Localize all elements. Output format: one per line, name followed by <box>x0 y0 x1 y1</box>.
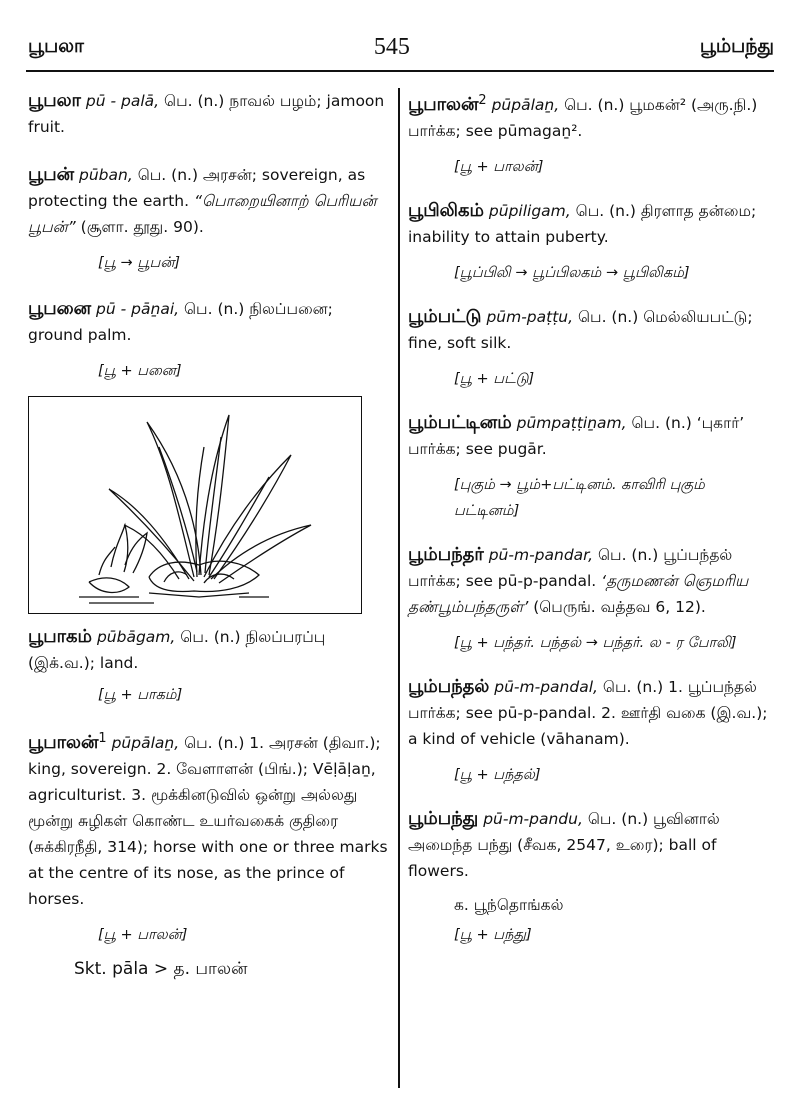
entry-derivation: [பூ + பந்தர். பந்தல் → பந்தர். ல - ர போலி] <box>454 635 737 652</box>
entry-definition: பெ. (n.) அரசன்; sovereign, as protecting the earth. <box>28 166 366 210</box>
entry-definition: பெ. (n.) நிலப்பரப்பு (இக்.வ.); land. <box>28 628 326 672</box>
entry-derivation: [பூ + பனை] <box>98 363 182 379</box>
entry-superscript: 2 <box>478 93 487 108</box>
entry-definition: பெ. (n.) ‘புகார்’ பார்க்க; see pugār. <box>408 414 745 459</box>
plant-illustration <box>28 396 362 614</box>
entry-quote: “பொறையினாற் பெரியன் பூபன்” <box>28 192 377 236</box>
header-right-headword: பூம்பந்து <box>699 34 774 57</box>
dictionary-entry <box>28 726 390 982</box>
header-rule <box>26 70 774 72</box>
entry-transliteration: pūmpaṭṭiṉam, <box>516 414 627 433</box>
dictionary-entry <box>408 674 770 788</box>
entry-text <box>28 162 390 240</box>
entry-text <box>408 806 770 884</box>
column-divider <box>398 88 400 1088</box>
entry-transliteration: pūpālaṉ, <box>111 734 180 753</box>
dictionary-entry <box>408 88 770 180</box>
entry-transliteration: pūban, <box>79 166 133 184</box>
entry-derivation: [பூ + பாலன்] <box>98 927 188 944</box>
entry-definition: பெ. (n.) பூப்பந்தல் பார்க்க; see pū-p-pandal. <box>408 546 733 591</box>
entry-transliteration: pū-m-pandal, <box>494 678 598 697</box>
entry-definition: பெ. (n.) 1. அரசன் (திவா.); king, sovereign. 2. வேளாளன் (பிங்.); Vēḷāḷaṉ, agriculturist. 3. மூக்கினடுவில் ஒன்று அல்லது மூன்று சுழிகள் கொண்ட உயர்வகைக் குதிரை (சுக்கிரநீதி, 314); horse with one or three marks at the centre of its nose, as the prince of horses. <box>28 734 388 909</box>
entry-definition: பெ. (n.) பூவினால் அமைந்த பந்து (சீவக, 2547, உரை); ball of flowers. <box>408 810 720 881</box>
entry-headword: பூபாகம் <box>28 626 93 647</box>
entry-definition: பெ. (n.) பூமகன்² (அரு.நி.) பார்க்க; see pūmagaṉ². <box>408 96 758 141</box>
entry-transliteration: pū-m-pandar, <box>488 546 594 565</box>
entry-superscript: 1 <box>98 731 107 746</box>
entry-definition: பெ. (n.) நிலப்பனை; ground palm. <box>28 300 333 344</box>
entry-headword: பூம்பந்தல் <box>408 676 490 698</box>
entry-citation: (சூளா. தூது. 90). <box>75 218 204 236</box>
ground-palm-drawing <box>29 397 360 612</box>
entry-text <box>28 296 390 348</box>
entry-text <box>408 542 770 620</box>
entry-text <box>28 726 390 912</box>
entry-text <box>408 304 770 356</box>
entry-derivation: [புகும் → பூம்+பட்டினம். காவிரி புகும் பட்டினம்] <box>454 477 705 520</box>
dictionary-entry <box>28 296 390 384</box>
entry-text <box>408 88 770 144</box>
entry-definition: பெ. (n.) நாவல் பழம்; jamoon fruit. <box>28 92 385 136</box>
dictionary-entry <box>408 304 770 392</box>
entry-headword: பூபலா <box>28 90 81 111</box>
entry-transliteration: pūbāgam, <box>96 628 176 646</box>
dictionary-entry <box>28 88 390 140</box>
entry-etymology-note: Skt. pāla > த. பாலன் <box>74 959 248 980</box>
entry-headword: பூம்பந்து <box>408 808 479 830</box>
entry-headword: பூம்பட்டினம் <box>408 412 512 434</box>
entry-derivation: [பூ + பட்டு] <box>454 371 535 388</box>
entry-transliteration: pūpiligam, <box>488 202 571 221</box>
entry-derivation: [பூப்பிலி → பூப்பிலகம் → பூபிலிகம்] <box>454 265 690 282</box>
entry-derivation: [பூ + பாலன்] <box>454 159 544 176</box>
left-column <box>28 88 390 994</box>
dictionary-entry <box>408 198 770 286</box>
page-number: 545 <box>373 33 410 60</box>
entry-text <box>408 198 770 250</box>
entry-text <box>408 674 770 752</box>
entry-text <box>408 410 770 462</box>
entry-headword: பூபாலன் <box>28 732 99 754</box>
entry-quote: ‘தருமணன் ஞெமரிய தண்பூம்பந்தருள்’ <box>408 572 749 617</box>
entry-headword: பூம்பட்டு <box>408 306 482 328</box>
entry-cognate-note: க. பூந்தொங்கல் <box>454 896 564 915</box>
entry-derivation: [பூ + பந்தல்] <box>454 767 541 784</box>
entry-definition: பெ. (n.) மெல்லியபட்டு; fine, soft silk. <box>408 308 753 353</box>
entry-definition: பெ. (n.) 1. பூப்பந்தல் பார்க்க; see pū-p-pandal. 2. ஊர்தி வகை (இ.வ.); a kind of vehicle (vāhanam). <box>408 678 768 749</box>
header-left-headword: பூபலா <box>28 34 84 57</box>
entry-text <box>28 88 390 140</box>
entry-citation: (பெருங். வத்தவ 6, 12). <box>528 598 706 617</box>
dictionary-entry <box>408 806 770 948</box>
entry-derivation: [பூ → பூபன்] <box>98 255 181 271</box>
dictionary-entry <box>28 162 390 276</box>
entry-transliteration: pūpālaṉ, <box>491 96 560 115</box>
dictionary-entry <box>408 542 770 656</box>
right-column <box>408 88 770 960</box>
entry-headword: பூபிலிகம் <box>408 200 484 222</box>
entry-text <box>28 624 390 676</box>
entry-headword: பூபாலன் <box>408 94 479 116</box>
page-header <box>28 30 774 64</box>
entry-transliteration: pū - pāṉai, <box>96 300 180 318</box>
entry-headword: பூபனை <box>28 298 92 319</box>
entry-transliteration: pū - palā, <box>85 92 160 110</box>
entry-headword: பூம்பந்தர் <box>408 544 484 566</box>
entry-transliteration: pū-m-pandu, <box>483 810 583 829</box>
entry-definition: பெ. (n.) திரளாத தன்மை; inability to attain puberty. <box>408 202 757 247</box>
entry-derivation: [பூ + பந்து] <box>454 927 532 944</box>
dictionary-entry <box>408 410 770 524</box>
entry-headword: பூபன் <box>28 164 75 185</box>
entry-transliteration: pūm-paṭṭu, <box>486 308 574 327</box>
entry-derivation: [பூ + பாகம்] <box>98 687 183 703</box>
dictionary-entry <box>28 624 390 708</box>
